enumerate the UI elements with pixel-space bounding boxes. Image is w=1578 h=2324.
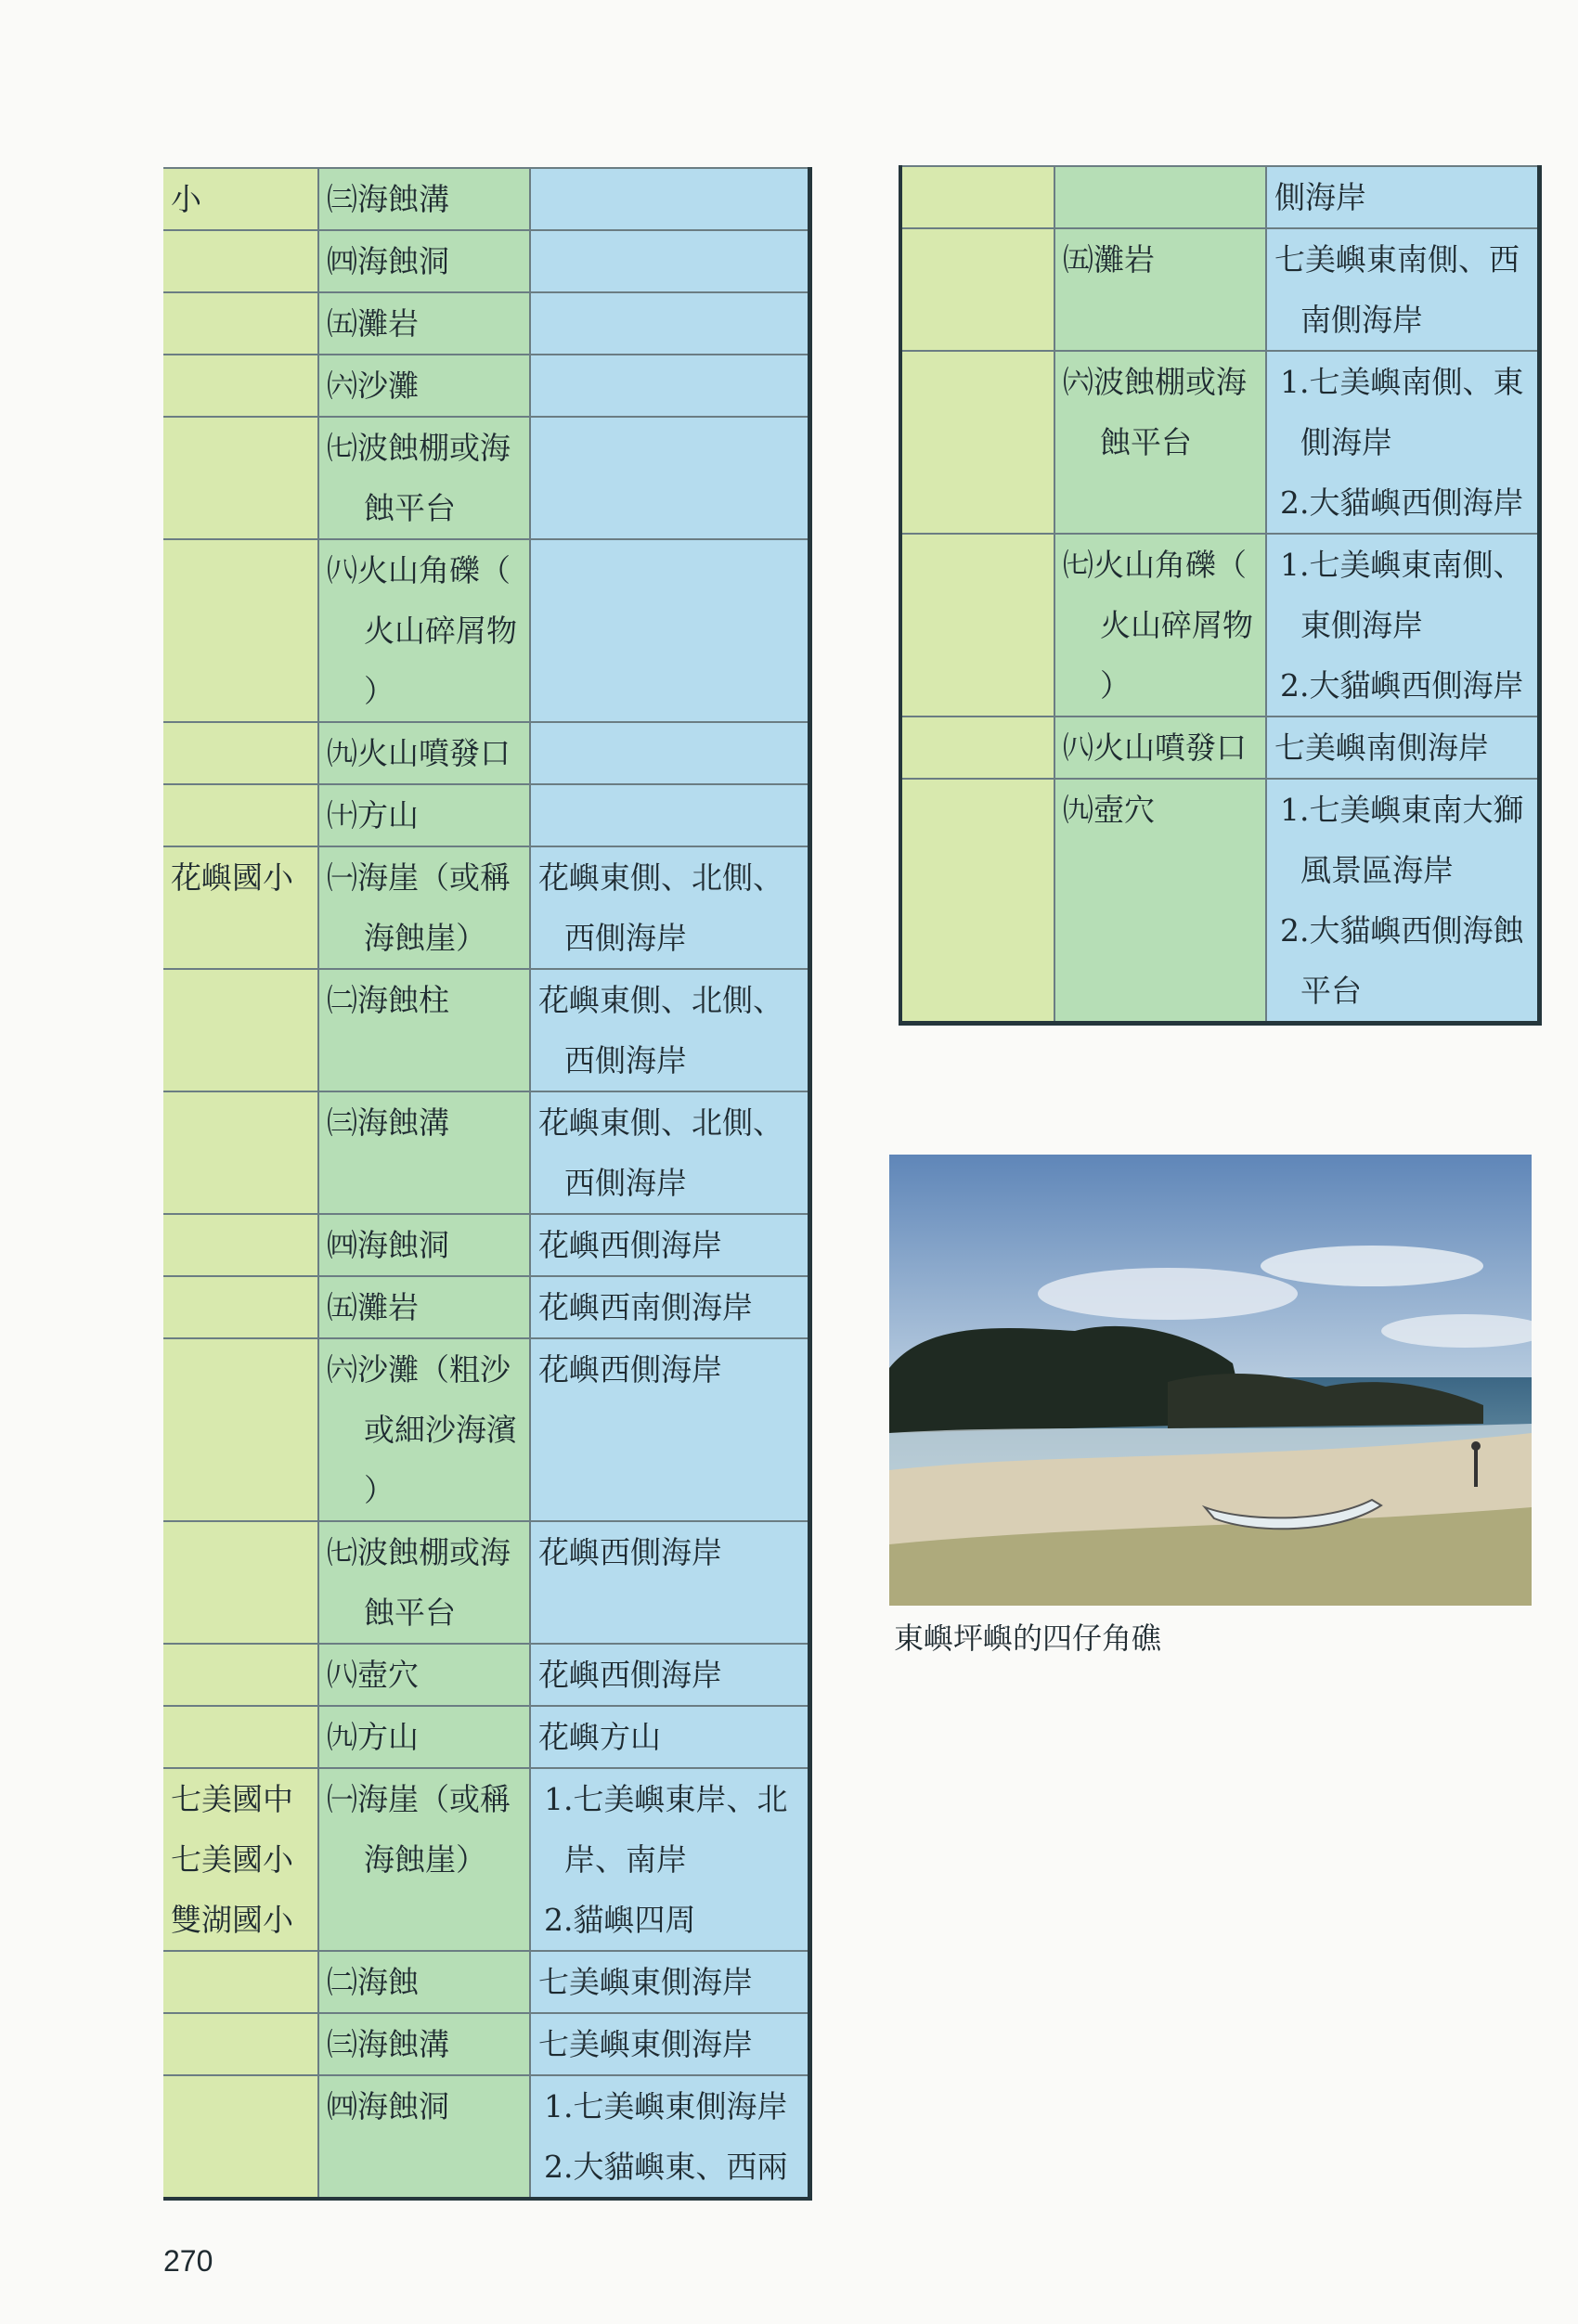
school-cell (163, 784, 318, 846)
feature-text: ㈤灘岩 (327, 1289, 419, 1325)
school-text: 七美國中 (171, 1781, 293, 1817)
location-cell (530, 1768, 809, 1951)
feature-text: ㈠海崖（或稱 (327, 1781, 511, 1817)
school-cell (163, 2075, 318, 2199)
school-cell (163, 355, 318, 417)
location-text: 花嶼方山 (538, 1719, 661, 1755)
feature-text: ㈦波蝕棚或海 (327, 430, 511, 466)
feature-text: ㈧火山角礫（ (327, 552, 511, 588)
school-cell (163, 1091, 318, 1214)
location-cell (530, 1951, 809, 2013)
school-cell (900, 228, 1054, 351)
feature-text: ） (364, 673, 394, 709)
table-row (163, 1706, 809, 1768)
location-text: 七美嶼東側海岸 (538, 2026, 753, 2062)
feature-cell (318, 1338, 530, 1521)
location-cell (530, 292, 809, 355)
location-text: 2.大貓嶼東、西兩 (544, 2149, 788, 2185)
school-cell (900, 534, 1054, 717)
feature-text: ㈢海蝕溝 (327, 1104, 449, 1141)
table-row (163, 846, 809, 969)
feature-cell (318, 1214, 530, 1276)
table-row (163, 230, 809, 292)
feature-text: ㈣海蝕洞 (327, 1227, 449, 1263)
feature-text: ㈠海崖（或稱 (327, 859, 511, 896)
feature-text: ㈡海蝕柱 (327, 982, 449, 1018)
table-row (900, 717, 1539, 779)
location-text: 岸、南岸 (564, 1841, 687, 1878)
feature-text: 或細沙海濱 (364, 1412, 517, 1448)
location-text: 側海岸 (1300, 424, 1392, 460)
feature-text: 蝕平台 (1100, 424, 1192, 460)
location-cell (530, 784, 809, 846)
feature-cell (1054, 534, 1266, 717)
feature-text: 蝕平台 (364, 490, 456, 526)
school-text: 花嶼國小 (171, 859, 293, 896)
feature-cell (318, 355, 530, 417)
feature-cell (318, 417, 530, 539)
school-cell (163, 417, 318, 539)
school-cell (163, 1706, 318, 1768)
school-cell (163, 539, 318, 722)
feature-text: ㈧壺穴 (327, 1657, 419, 1693)
location-text: 西側海岸 (564, 920, 687, 956)
location-cell (530, 1706, 809, 1768)
feature-cell (318, 1644, 530, 1706)
table-row (900, 351, 1539, 534)
school-cell (163, 1644, 318, 1706)
feature-text: ㈦波蝕棚或海 (327, 1534, 511, 1570)
feature-cell (318, 969, 530, 1091)
location-text: 花嶼東側、北側、 (538, 859, 783, 896)
school-cell (163, 230, 318, 292)
feature-text: 火山碎屑物 (1100, 607, 1253, 643)
feature-cell (318, 292, 530, 355)
table-row (900, 534, 1539, 717)
location-cell (530, 1521, 809, 1644)
location-text: 花嶼東側、北側、 (538, 1104, 783, 1141)
school-cell (163, 292, 318, 355)
school-cell (900, 351, 1054, 534)
right-landform-table (899, 165, 1542, 1026)
school-cell (163, 969, 318, 1091)
school-cell (163, 1951, 318, 2013)
page-number: 270 (163, 2244, 213, 2278)
feature-cell (318, 2075, 530, 2199)
table-row (163, 1338, 809, 1521)
feature-text: ㈧火山噴發口 (1063, 729, 1247, 766)
location-cell (530, 2075, 809, 2199)
feature-cell (318, 2013, 530, 2075)
location-text: 花嶼西南側海岸 (538, 1289, 753, 1325)
feature-text: ㈤灘岩 (327, 305, 419, 342)
location-text: 風景區海岸 (1300, 852, 1454, 888)
table-row (163, 2075, 809, 2199)
location-cell (1266, 166, 1539, 228)
table-row (163, 417, 809, 539)
table-row (900, 228, 1539, 351)
location-text: 花嶼西側海岸 (538, 1657, 722, 1693)
table-row (163, 969, 809, 1091)
feature-text: ㈢海蝕溝 (327, 181, 449, 217)
feature-text: ㈨方山 (327, 1719, 419, 1755)
table-row (163, 784, 809, 846)
table-row (900, 779, 1539, 1024)
feature-cell (1054, 166, 1266, 228)
location-text: 花嶼西側海岸 (538, 1534, 722, 1570)
feature-text: ㈤灘岩 (1063, 241, 1155, 278)
feature-text: ） (1100, 667, 1131, 704)
location-text: 西側海岸 (564, 1042, 687, 1078)
feature-text: ㈣海蝕洞 (327, 243, 449, 279)
photo-caption: 東嶼坪嶼的四仔角礁 (894, 1620, 1162, 1656)
location-text: 花嶼西側海岸 (538, 1227, 722, 1263)
school-cell (163, 168, 318, 230)
school-cell (900, 717, 1054, 779)
feature-text: ㈨火山噴發口 (327, 735, 511, 771)
location-text: 2.大貓嶼西側海蝕 (1280, 912, 1524, 949)
feature-cell (1054, 351, 1266, 534)
feature-cell (318, 1091, 530, 1214)
location-cell (530, 1214, 809, 1276)
location-cell (1266, 534, 1539, 717)
school-text: 雙湖國小 (171, 1902, 293, 1938)
location-cell (530, 539, 809, 722)
feature-text: ㈣海蝕洞 (327, 2088, 449, 2124)
location-text: 花嶼西側海岸 (538, 1351, 722, 1388)
school-cell (163, 1338, 318, 1521)
school-cell (163, 1768, 318, 1951)
feature-cell (1054, 717, 1266, 779)
feature-text: ㈥沙灘（粗沙 (327, 1351, 511, 1388)
school-cell (163, 722, 318, 784)
table-row (163, 2013, 809, 2075)
location-cell (530, 230, 809, 292)
table-row (163, 292, 809, 355)
location-cell (530, 355, 809, 417)
feature-text: ㈥波蝕棚或海 (1063, 364, 1247, 400)
location-text: 西側海岸 (564, 1165, 687, 1201)
feature-text: 火山碎屑物 (364, 613, 517, 649)
left-landform-table (163, 167, 812, 2201)
school-cell (163, 1521, 318, 1644)
table-row (163, 1951, 809, 2013)
location-cell (530, 168, 809, 230)
school-cell (900, 166, 1054, 228)
feature-text: ㈨壺穴 (1063, 792, 1155, 828)
location-cell (530, 1091, 809, 1214)
school-cell (163, 1214, 318, 1276)
table-row (163, 1214, 809, 1276)
location-text: 2.大貓嶼西側海岸 (1280, 667, 1524, 704)
table-row (163, 1768, 809, 1951)
table-row (163, 1521, 809, 1644)
school-cell (163, 2013, 318, 2075)
location-cell (530, 846, 809, 969)
feature-cell (1054, 228, 1266, 351)
feature-text: 海蝕崖） (364, 1841, 486, 1878)
feature-cell (318, 1521, 530, 1644)
feature-cell (318, 1706, 530, 1768)
location-cell (1266, 717, 1539, 779)
table-row (163, 1644, 809, 1706)
location-cell (530, 2013, 809, 2075)
location-text: 側海岸 (1274, 179, 1366, 215)
location-cell (1266, 228, 1539, 351)
location-text: 七美嶼東南側、西 (1274, 241, 1520, 278)
coastline-photo (889, 1155, 1532, 1606)
table-row (900, 166, 1539, 228)
feature-text: ㈢海蝕溝 (327, 2026, 449, 2062)
location-cell (530, 417, 809, 539)
table-row (163, 355, 809, 417)
location-text: 2.大貓嶼西側海岸 (1280, 484, 1524, 521)
table-row (163, 1276, 809, 1338)
feature-cell (318, 784, 530, 846)
feature-text: 海蝕崖） (364, 920, 486, 956)
feature-cell (318, 168, 530, 230)
school-text: 七美國小 (171, 1841, 293, 1878)
location-text: 七美嶼東側海岸 (538, 1964, 753, 2000)
feature-cell (318, 846, 530, 969)
table-row (163, 1091, 809, 1214)
location-cell (530, 1276, 809, 1338)
feature-cell (318, 1951, 530, 2013)
location-text: 1.七美嶼東側海岸 (544, 2088, 788, 2124)
location-cell (530, 722, 809, 784)
table-row (163, 539, 809, 722)
feature-cell (318, 1768, 530, 1951)
feature-cell (318, 230, 530, 292)
table-row (163, 722, 809, 784)
location-cell (530, 1644, 809, 1706)
location-text: 南側海岸 (1300, 302, 1423, 338)
feature-cell (318, 722, 530, 784)
photo-illustration (889, 1155, 1532, 1606)
feature-cell (318, 539, 530, 722)
school-cell (163, 1276, 318, 1338)
feature-text: ㈦火山角礫（ (1063, 547, 1247, 583)
feature-text: ） (364, 1472, 394, 1508)
feature-cell (1054, 779, 1266, 1024)
feature-cell (318, 1276, 530, 1338)
location-text: 花嶼東側、北側、 (538, 982, 783, 1018)
school-text: 小 (171, 181, 201, 217)
location-cell (530, 969, 809, 1091)
feature-text: 蝕平台 (364, 1595, 456, 1631)
feature-text: ㈥沙灘 (327, 368, 419, 404)
location-text: 1.七美嶼南側、東 (1280, 364, 1524, 400)
location-text: 七美嶼南側海岸 (1274, 729, 1489, 766)
location-cell (1266, 779, 1539, 1024)
location-text: 1.七美嶼東岸、北 (544, 1781, 788, 1817)
school-cell (163, 846, 318, 969)
table-row (163, 168, 809, 230)
location-text: 1.七美嶼東南側、 (1280, 547, 1524, 583)
location-text: 1.七美嶼東南大獅 (1280, 792, 1524, 828)
feature-text: ㈩方山 (327, 797, 419, 833)
location-text: 2.貓嶼四周 (544, 1902, 696, 1938)
location-cell (1266, 351, 1539, 534)
location-text: 東側海岸 (1300, 607, 1423, 643)
feature-text: ㈡海蝕 (327, 1964, 419, 2000)
school-cell (900, 779, 1054, 1024)
location-text: 平台 (1300, 973, 1362, 1009)
location-cell (530, 1338, 809, 1521)
